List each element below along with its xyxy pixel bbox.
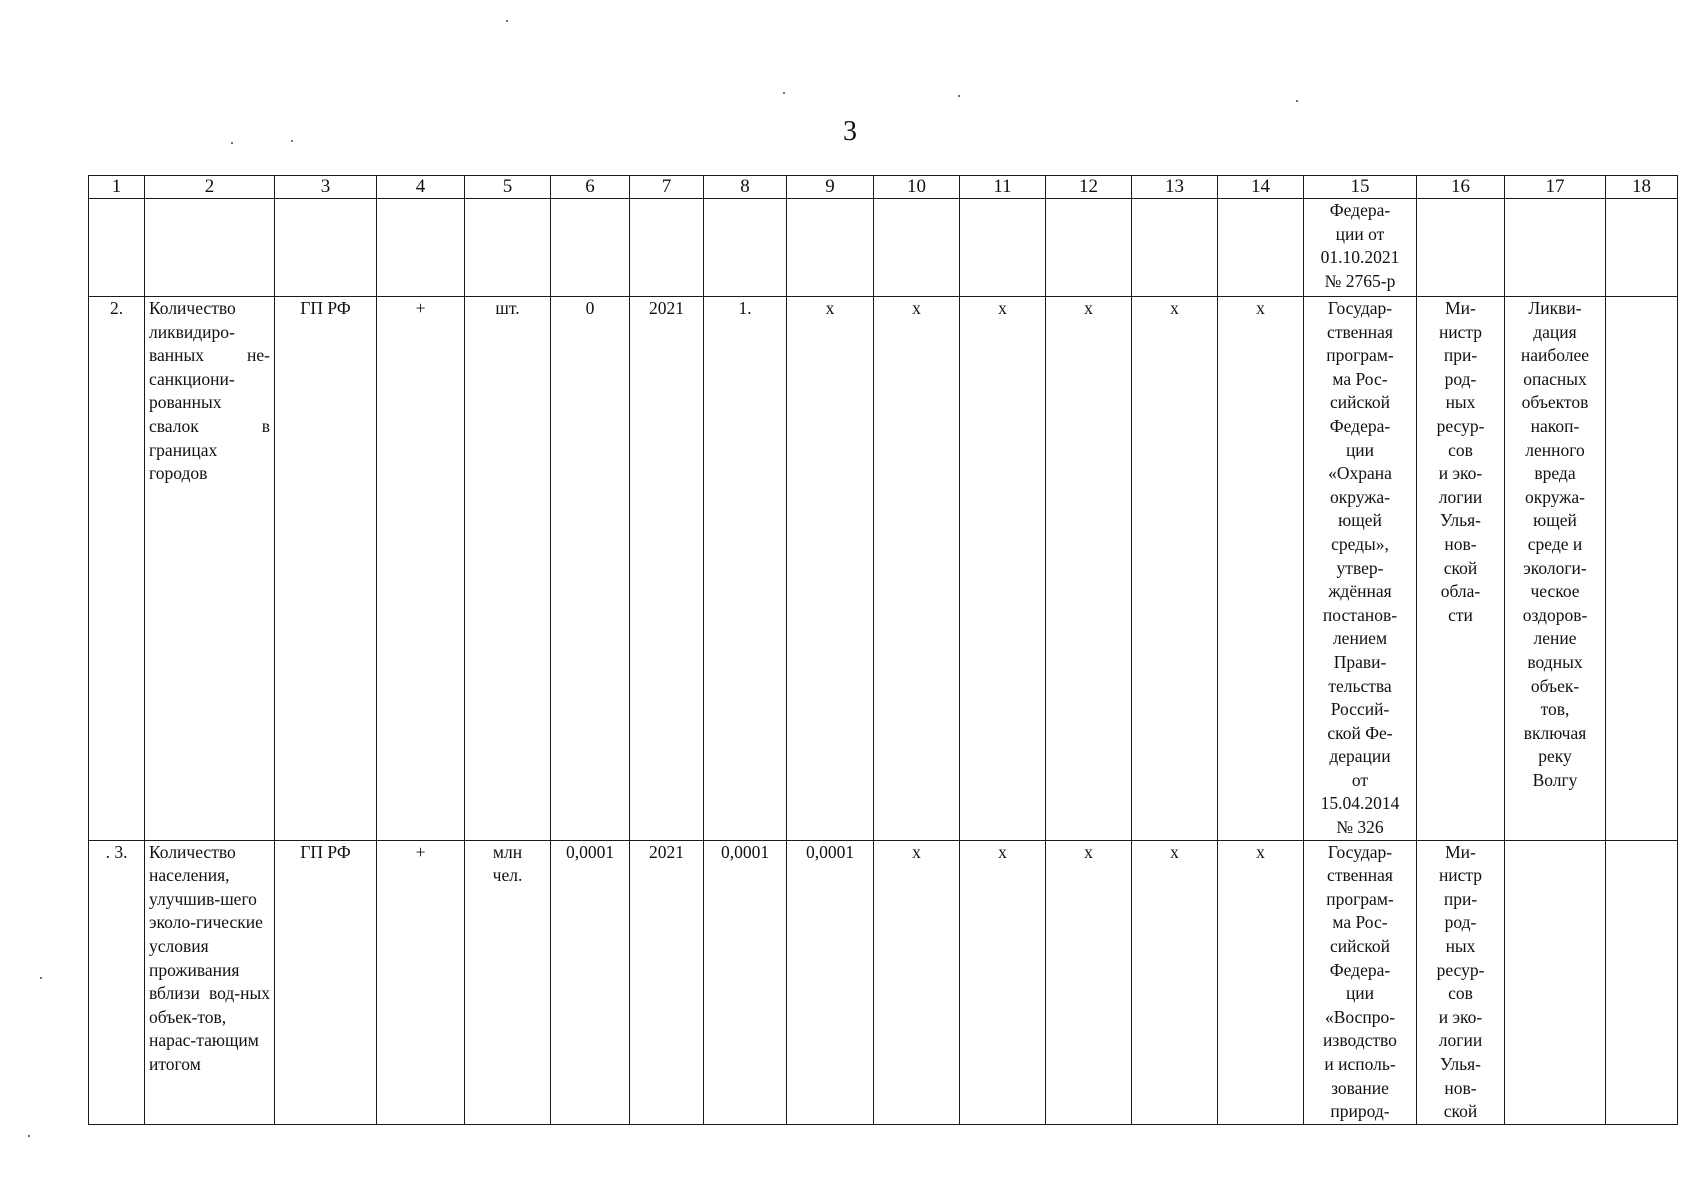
table-cell: х — [1046, 297, 1132, 841]
table-row — [89, 199, 1678, 297]
col-header: 2 — [145, 176, 275, 199]
indicator-name-cell: Количество ликвидиро-ванных не-санкциони-рованных свалок в границах городов — [145, 297, 275, 841]
goal-cell — [1505, 840, 1606, 1124]
table-cell: х — [1046, 840, 1132, 1124]
column-number-row — [89, 176, 1678, 199]
scan-speck — [291, 140, 293, 142]
program-cell: Федера- ции от 01.10.2021 № 2765-р — [1304, 199, 1417, 297]
table-cell — [1417, 199, 1505, 297]
table-cell: х — [874, 840, 960, 1124]
col-header: 16 — [1417, 176, 1505, 199]
indicators-table — [88, 175, 1678, 1125]
unit-cell: млн чел. — [465, 840, 551, 1124]
table-cell — [1218, 199, 1304, 297]
table-cell — [551, 199, 630, 297]
table-cell — [1505, 199, 1606, 297]
scan-speck — [28, 1135, 30, 1137]
table-cell: 0 — [551, 297, 630, 841]
col-header: 1 — [89, 176, 145, 199]
table-cell: + — [377, 297, 465, 841]
page-number: 3 — [843, 116, 857, 147]
col-header: 14 — [1218, 176, 1304, 199]
col-header: 9 — [787, 176, 874, 199]
table-cell — [1132, 199, 1218, 297]
table-cell: 2021 — [630, 297, 704, 841]
row-number-cell: 2. — [89, 297, 145, 841]
goal-cell: Ликви- дация наиболее опасных объектов накоп- ленного вреда окружа- ющей среде и экологи- ческое оздоров- ление водных объек- тов, включая реку Волгу — [1505, 297, 1606, 841]
table-cell — [960, 199, 1046, 297]
col-header: 10 — [874, 176, 960, 199]
table-cell: х — [1218, 297, 1304, 841]
col-header: 13 — [1132, 176, 1218, 199]
col-header: 18 — [1606, 176, 1678, 199]
table-cell: х — [960, 840, 1046, 1124]
table-cell — [1606, 199, 1678, 297]
col-header: 12 — [1046, 176, 1132, 199]
table-cell — [704, 199, 787, 297]
col-header: 17 — [1505, 176, 1606, 199]
col-header: 6 — [551, 176, 630, 199]
table-cell: х — [1132, 840, 1218, 1124]
responsible-cell: Ми- нистр при- род- ных ресур- сов и эко- логии Улья- нов- ской обла- сти — [1417, 297, 1505, 841]
table-cell: х — [1218, 840, 1304, 1124]
scan-speck — [40, 977, 42, 979]
table-cell: 0,0001 — [704, 840, 787, 1124]
col-header: 5 — [465, 176, 551, 199]
table-cell: + — [377, 840, 465, 1124]
table-cell — [275, 199, 377, 297]
table-cell — [1606, 840, 1678, 1124]
col-header: 3 — [275, 176, 377, 199]
table-cell: х — [874, 297, 960, 841]
table-cell: 1. — [704, 297, 787, 841]
source-cell: ГП РФ — [275, 297, 377, 841]
scan-speck — [231, 142, 233, 144]
unit-cell: шт. — [465, 297, 551, 841]
responsible-cell: Ми- нистр при- род- ных ресур- сов и эко- логии Улья- нов- ской — [1417, 840, 1505, 1124]
table-cell: х — [787, 297, 874, 841]
table-cell: 0,0001 — [787, 840, 874, 1124]
scan-speck — [1296, 100, 1298, 102]
table-row — [89, 840, 1678, 1124]
table-cell: х — [960, 297, 1046, 841]
table-row — [89, 297, 1678, 841]
row-number-cell: . 3. — [89, 840, 145, 1124]
col-header: 15 — [1304, 176, 1417, 199]
scan-speck — [506, 20, 508, 22]
table-cell — [1046, 199, 1132, 297]
table-cell — [465, 199, 551, 297]
indicator-name-cell: Количество населения, улучшив-шего эколо-гические условия проживания вблизи вод-ных объек-тов, нарас-тающим итогом — [145, 840, 275, 1124]
table-cell — [787, 199, 874, 297]
table-cell: 0,0001 — [551, 840, 630, 1124]
table-cell — [874, 199, 960, 297]
table-cell: х — [1132, 297, 1218, 841]
col-header: 11 — [960, 176, 1046, 199]
table-cell — [89, 199, 145, 297]
col-header: 8 — [704, 176, 787, 199]
table-cell: 2021 — [630, 840, 704, 1124]
table-cell — [377, 199, 465, 297]
table-cell — [1606, 297, 1678, 841]
col-header: 4 — [377, 176, 465, 199]
scan-speck — [783, 92, 785, 94]
program-cell: Государ- ственная програм- ма Рос- сийской Федера- ции «Охрана окружа- ющей среды», утвер- ждённая постанов- лением Прави- тельства Россий- ской Фе- дерации от 15.04.2014 № 326 — [1304, 297, 1417, 841]
table-cell — [630, 199, 704, 297]
source-cell: ГП РФ — [275, 840, 377, 1124]
col-header: 7 — [630, 176, 704, 199]
program-cell: Государ- ственная програм- ма Рос- сийской Федера- ции «Воспро- изводство и исполь- зование природ- — [1304, 840, 1417, 1124]
table-cell — [145, 199, 275, 297]
scan-speck — [958, 95, 960, 97]
